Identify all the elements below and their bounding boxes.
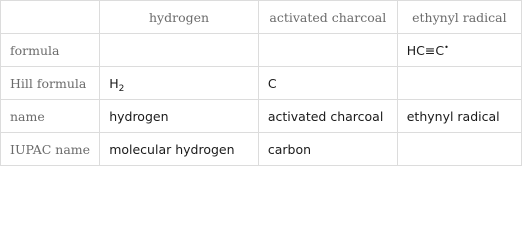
row-label-iupac-name: IUPAC name bbox=[1, 133, 100, 166]
cell-iupac-name-ethynyl-radical bbox=[397, 133, 521, 166]
cell-hill-formula-activated-charcoal: C bbox=[258, 67, 397, 100]
cell-formula-ethynyl-radical bbox=[397, 34, 521, 67]
hill-formula-text: H bbox=[109, 75, 119, 91]
column-header-activated-charcoal: activated charcoal bbox=[258, 1, 397, 34]
cell-hill-formula-hydrogen bbox=[100, 67, 259, 100]
column-header-hydrogen: hydrogen bbox=[100, 1, 259, 34]
column-header-ethynyl-radical: ethynyl radical bbox=[397, 1, 521, 34]
corner-cell bbox=[1, 1, 100, 34]
cell-formula-hydrogen bbox=[100, 34, 259, 67]
row-label-formula: formula bbox=[1, 34, 100, 67]
header-row bbox=[1, 1, 522, 34]
cell-name-ethynyl-radical: ethynyl radical bbox=[397, 100, 521, 133]
cell-iupac-name-hydrogen: molecular hydrogen bbox=[100, 133, 259, 166]
cell-name-hydrogen: hydrogen bbox=[100, 100, 259, 133]
table-row-formula bbox=[1, 34, 522, 67]
table-row-hill-formula bbox=[1, 67, 522, 100]
cell-name-activated-charcoal: activated charcoal bbox=[258, 100, 397, 133]
cell-iupac-name-activated-charcoal: carbon bbox=[258, 133, 397, 166]
cell-formula-activated-charcoal bbox=[258, 34, 397, 67]
formula-text: HC≡C bbox=[406, 42, 445, 58]
table-row-name bbox=[1, 100, 522, 133]
row-label-hill-formula: Hill formula bbox=[1, 67, 100, 100]
cell-hill-formula-ethynyl-radical bbox=[397, 67, 521, 100]
hill-formula-subscript: 2 bbox=[118, 83, 125, 94]
table-row-iupac-name bbox=[1, 133, 522, 166]
radical-dot-superscript: • bbox=[444, 42, 449, 52]
row-label-name: name bbox=[1, 100, 100, 133]
